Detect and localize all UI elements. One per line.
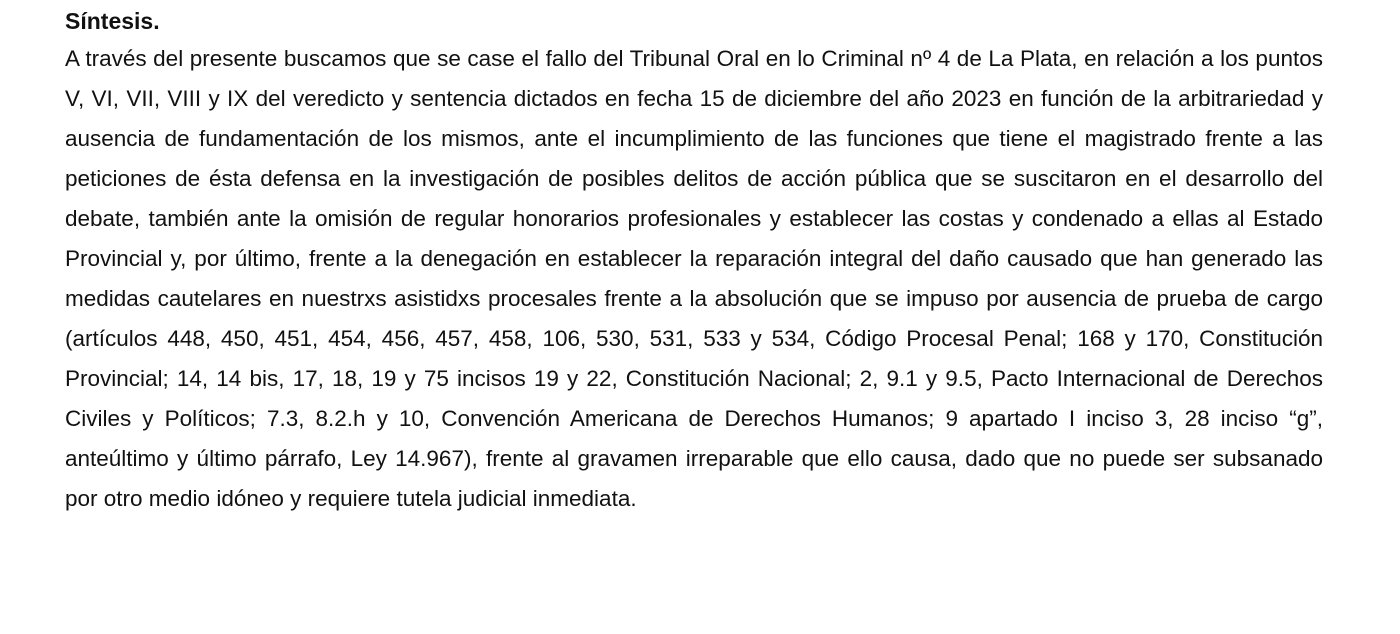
section-title: Síntesis. bbox=[65, 8, 160, 34]
section-paragraph: A través del presente buscamos que se case el fallo del Tribunal Oral en lo Criminal nº 4 de La Plata, en relación a los puntos V, VI, VII, VIII y IX del veredicto y sentencia dictados en fecha 15 de diciembre del año 2023 en función de la arbitrariedad y ausencia de fundamentación de los mismos, ante el incumplimiento de las funciones que tiene el magistrado frente a las peticiones de ésta defensa en la investigación de posibles delitos de acción pública que se suscitaron en el desarrollo del debate, también ante la omisión de regular honorarios profesionales y establecer las costas y condenado a ellas al Estado Provincial y, por último, frente a la denegación en establecer la reparación integral del daño causado que han generado las medidas cautelares en nuestrxs asistidxs procesales frente a la absolución que se impuso por ausencia de prueba de cargo (artículos 448, 450, 451, 454, 456, 457, 458, 106, 530, 531, 533 y 534, Código Procesal Penal; 168 y 170, Constitución Provincial; 14, 14 bis, 17, 18, 19 y 75 incisos 19 y 22, Constitución Nacional; 2, 9.1 y 9.5, Pacto Internacional de Derechos Civiles y Políticos; 7.3, 8.2.h y 10, Convención Americana de Derechos Humanos; 9 apartado I inciso 3, 28 inciso “g”, anteúltimo y último párrafo, Ley 14.967), frente al gravamen irreparable que ello causa, dado que no puede ser subsanado por otro medio idóneo y requiere tutela judicial inmediata. bbox=[65, 46, 1323, 511]
document-section bbox=[65, 4, 1323, 519]
